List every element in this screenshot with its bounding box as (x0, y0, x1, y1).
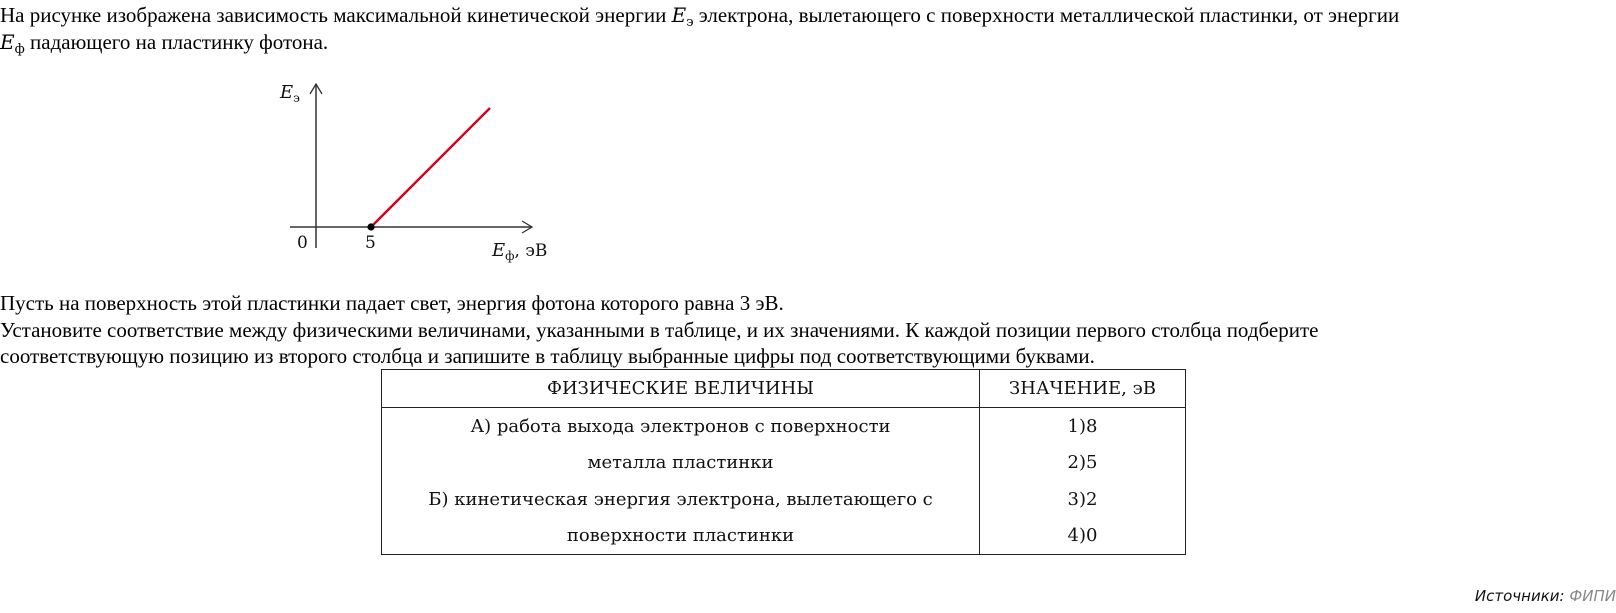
table-row (382, 481, 1186, 518)
var-symbol: E (671, 3, 687, 27)
source-link-fipi[interactable]: ФИПИ (1569, 587, 1616, 605)
var-symbol: E (0, 30, 15, 54)
y-axis-label: $E_э$ (280, 82, 300, 105)
threshold-point (367, 223, 374, 230)
quantity-cell: Б) кинетическая энергия электрона, вылетающего с (382, 481, 980, 518)
header-quantities: ФИЗИЧЕСКИЕ ВЕЛИЧИНЫ (382, 370, 980, 408)
value-cell: 1)8 (980, 408, 1186, 445)
task-line-1: Пусть на поверхность этой пластинки падает свет, энергия фотона которого равна 3 эВ. (0, 291, 784, 315)
table-row (382, 445, 1186, 482)
intro-line-1 (0, 2, 1616, 29)
intro-text: электрона, вылетающего с поверхности металлической пластинки, от энергии (693, 3, 1400, 27)
value-cell: 2)5 (980, 445, 1186, 482)
var-e-photon (0, 30, 25, 57)
energy-graph (270, 70, 570, 270)
task-line-2: Установите соответствие между физическими величинами, указанными в таблице, и их значениями. К каждой позиции первого столбца подберите (0, 317, 1319, 342)
quantity-cell: металла пластинки (382, 445, 980, 482)
intro-text: На рисунке изображена зависимость максимальной кинетической энергии (0, 3, 672, 27)
quantity-cell: поверхности пластинки (382, 518, 980, 555)
sources-footer (1475, 587, 1616, 605)
table-header-row (382, 370, 1186, 408)
var-e-electron (671, 3, 694, 30)
matching-table (381, 369, 1186, 555)
value-cell: 3)2 (980, 481, 1186, 518)
var-subscript: ф (14, 42, 25, 57)
quantity-cell: А) работа выхода электронов с поверхности (382, 408, 980, 445)
problem-intro (0, 2, 1616, 56)
value-cell: 4)0 (980, 518, 1186, 555)
task-line-3: соответствующую позицию из второго столбца и запишите в таблицу выбранные цифры под соответствующими буквами. (0, 344, 1095, 368)
header-values: ЗНАЧЕНИЕ, эВ (980, 370, 1186, 408)
intro-line-2 (0, 29, 1616, 56)
var-subscript: э (686, 15, 694, 30)
sources-label: Источники: (1474, 587, 1570, 605)
task-statement (0, 290, 1616, 370)
graph-svg (270, 70, 570, 270)
energy-line (371, 108, 490, 227)
threshold-label: 5 (365, 233, 376, 253)
origin-label: 0 (297, 233, 308, 253)
table-row (382, 518, 1186, 555)
intro-text: падающего на пластинку фотона. (24, 30, 329, 54)
table-row (382, 408, 1186, 445)
x-axis-label: $E_ф$, эВ (492, 240, 548, 263)
